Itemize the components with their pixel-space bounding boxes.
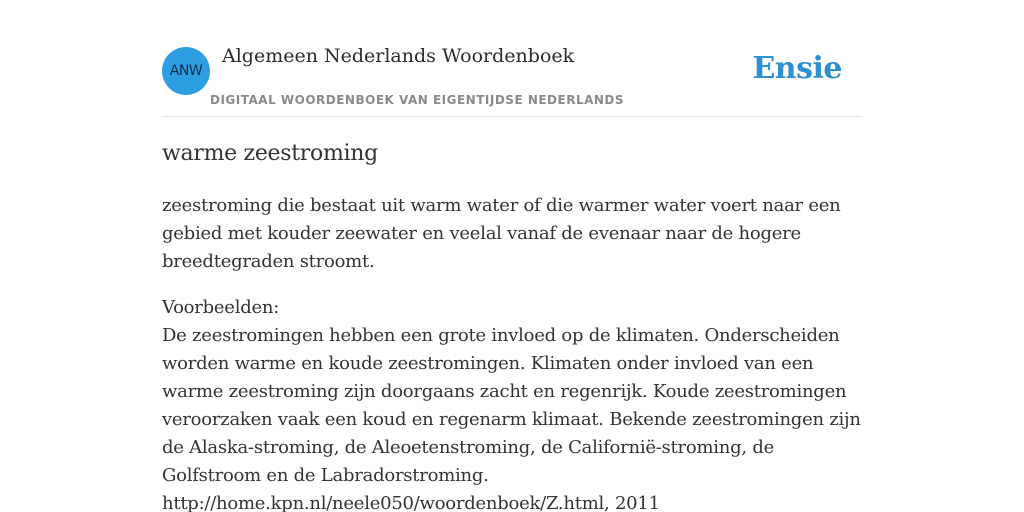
entry-definition: zeestroming die bestaat uit warm water of die warmer water voert naar een gebied met kouder zeewater en veelal vanaf de evenaar naar de hogere breedtegraden stroomt.	[162, 195, 841, 272]
example-source: http://home.kpn.nl/neele050/woordenboek/Z.html, 2011	[162, 493, 660, 512]
anw-logo[interactable]: ANW	[162, 47, 210, 95]
entry-content	[162, 138, 864, 512]
examples-label: Voorbeelden:	[162, 297, 280, 318]
entry-headword: warme zeestroming	[162, 141, 378, 166]
entry-examples	[162, 294, 864, 512]
ensie-brand-link[interactable]: Ensie	[752, 51, 842, 86]
site-title[interactable]: Algemeen Nederlands Woordenboek	[222, 45, 575, 67]
example-text: De zeestromingen hebben een grote invloed op de klimaten. Onderscheiden worden warme en koude zeestromingen. Klimaten onder invloed van een warme zeestroming zijn doorgaans zacht en regenrijk. Koude zeestromingen veroorzaken vaak een koud en regenarm klimaat. Bekende zeestromingen zijn de Alaska-stroming, de Aleoetenstroming, de Californië-stroming, de Golfstroom en de Labradorstroming.	[162, 325, 861, 486]
site-subtitle: DIGITAAL WOORDENBOEK VAN EIGENTIJDSE NEDERLANDS	[210, 93, 625, 107]
site-header	[162, 0, 862, 117]
